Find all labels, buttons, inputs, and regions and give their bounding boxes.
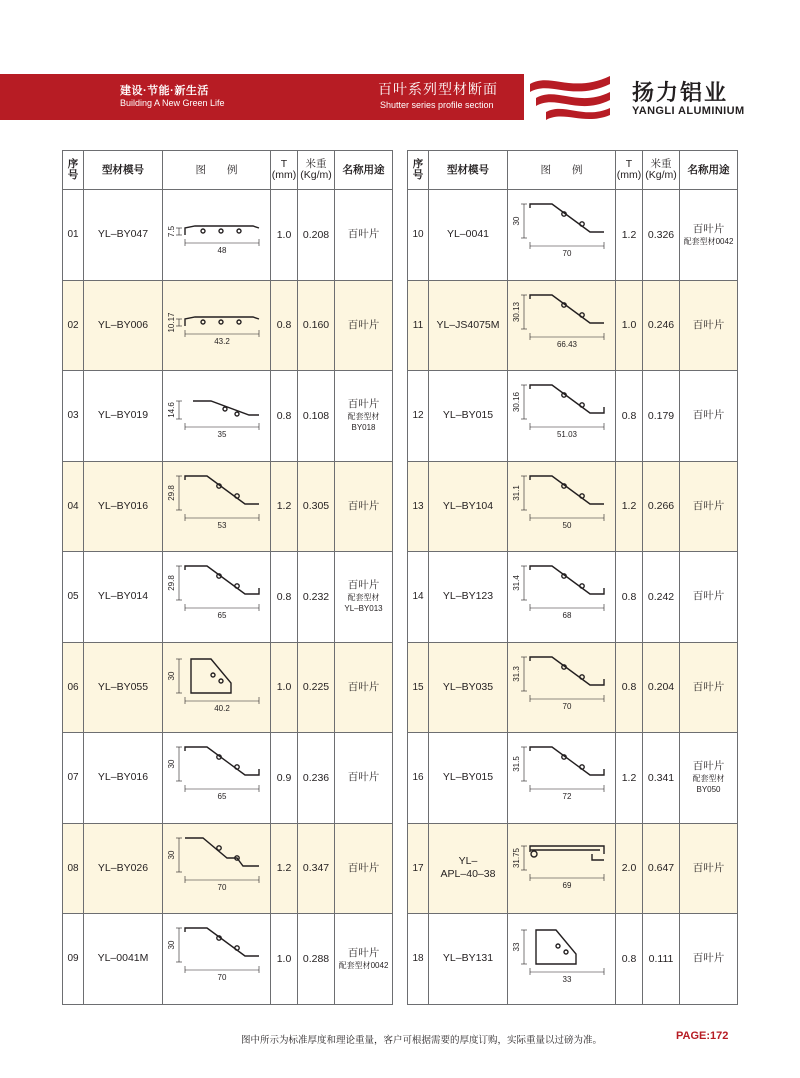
row-number: 18	[408, 914, 429, 1004]
height-dimension-label: 31.4	[512, 575, 521, 591]
weight-value: 0.326	[643, 190, 680, 280]
model-number-text: YL–BY019	[97, 409, 149, 422]
weight-value: 0.305	[298, 462, 335, 552]
model-number	[429, 190, 508, 280]
col-header-thickness: T (mm)	[616, 151, 643, 189]
usage-cell	[335, 914, 392, 1004]
usage-text	[693, 760, 725, 795]
dimension-lines	[176, 928, 259, 973]
usage-text	[693, 409, 725, 422]
profile-diagram	[163, 824, 271, 914]
model-number	[429, 371, 508, 461]
height-dimension-label: 31.1	[512, 484, 521, 501]
model-number-text: YL–BY014	[97, 590, 149, 603]
width-dimension-label: 65	[217, 792, 227, 801]
table-row	[62, 914, 393, 1005]
col-header-model: 型材模号	[84, 151, 163, 189]
weight-value: 0.208	[298, 190, 335, 280]
height-dimension-label: 31.3	[512, 665, 521, 682]
usage-text	[693, 319, 725, 332]
thickness-value: 1.2	[271, 462, 298, 552]
weight-value: 0.647	[643, 824, 680, 914]
row-number: 12	[408, 371, 429, 461]
width-dimension-label: 35	[217, 430, 227, 439]
thickness-value: 0.8	[271, 371, 298, 461]
profile-diagram	[163, 552, 271, 642]
dimension-lines	[521, 385, 604, 430]
model-number-text: YL–BY035	[442, 680, 494, 693]
height-dimension-label: 30	[167, 940, 176, 950]
height-dimension-label: 33	[512, 942, 521, 952]
profile-shape	[530, 657, 604, 685]
weight-value: 0.341	[643, 733, 680, 823]
height-dimension-label: 14.6	[167, 402, 176, 418]
usage-cell	[335, 824, 392, 914]
footer-note: 图中所示为标准厚度和理论重量，客户可根据需要的厚度订购，实际重量以过磅为准。	[241, 1035, 603, 1046]
model-number	[429, 733, 508, 823]
usage-text	[348, 398, 380, 433]
profile-section-drawing	[163, 281, 271, 371]
profile-shape	[185, 476, 259, 504]
profile-section-drawing	[163, 552, 271, 642]
height-dimension-label: 31.75	[512, 847, 521, 868]
usage-cell	[680, 281, 737, 371]
usage-text	[339, 947, 389, 971]
brand-name-en: YANGLI ALUMINIUM	[632, 105, 745, 117]
thickness-value: 0.8	[271, 552, 298, 642]
usage-text	[344, 579, 382, 614]
profile-diagram	[508, 914, 616, 1004]
thickness-value: 1.2	[616, 733, 643, 823]
weight-value: 0.266	[643, 462, 680, 552]
row-number: 17	[408, 824, 429, 914]
usage-text	[348, 228, 380, 241]
profile-section-drawing	[508, 462, 616, 552]
width-dimension-label: 70	[562, 701, 572, 711]
dimension-lines	[521, 747, 604, 792]
profile-diagram	[508, 643, 616, 733]
page-subtitle: Shutter series profile section	[380, 100, 494, 110]
usage-name: 百叶片	[347, 861, 380, 874]
model-number-text: YL–BY131	[442, 952, 494, 965]
model-number-text: YL–0041	[446, 228, 490, 241]
profile-shape	[530, 566, 604, 594]
usage-text	[693, 590, 725, 603]
model-number	[84, 824, 163, 914]
profile-section-drawing	[163, 371, 271, 461]
usage-name: 百叶片	[347, 680, 380, 693]
usage-name: 百叶片	[692, 760, 725, 773]
row-number: 08	[63, 824, 84, 914]
profile-shape	[185, 566, 259, 594]
usage-companion-profile: 配套型材 YL–BY013	[344, 593, 383, 614]
profile-shape	[530, 846, 604, 860]
model-number	[429, 824, 508, 914]
model-number-text: YL– APL–40–38	[440, 855, 496, 881]
weight-value: 0.108	[298, 371, 335, 461]
profile-section-drawing	[508, 914, 616, 1004]
dimension-lines	[521, 657, 604, 702]
usage-name: 百叶片	[347, 499, 380, 512]
usage-cell	[335, 190, 392, 280]
model-number-text: YL–BY016	[97, 771, 149, 784]
weight-value: 0.246	[643, 281, 680, 371]
page-title: 百叶系列型材断面	[378, 81, 498, 97]
usage-name: 百叶片	[692, 952, 725, 965]
thickness-value: 0.8	[616, 643, 643, 733]
profile-section-drawing	[163, 914, 271, 1004]
weight-value: 0.347	[298, 824, 335, 914]
col-header-thickness: T (mm)	[271, 151, 298, 189]
model-number	[84, 643, 163, 733]
profile-section-drawing	[508, 281, 616, 371]
profile-diagram	[163, 190, 271, 280]
row-number: 14	[408, 552, 429, 642]
dimension-lines	[176, 747, 259, 792]
dimension-lines	[176, 838, 259, 883]
model-number	[84, 914, 163, 1004]
usage-text	[348, 681, 380, 694]
table-row	[407, 733, 738, 824]
table-row	[407, 643, 738, 734]
table-row	[407, 552, 738, 643]
profile-diagram	[163, 462, 271, 552]
usage-name: 百叶片	[347, 579, 380, 592]
profile-section-drawing	[508, 733, 616, 823]
usage-name: 百叶片	[347, 228, 380, 241]
profile-section-drawing	[508, 824, 616, 914]
width-dimension-label: 43.2	[214, 336, 230, 346]
thickness-value: 1.0	[271, 643, 298, 733]
thickness-value: 1.2	[616, 462, 643, 552]
weight-value: 0.204	[643, 643, 680, 733]
width-dimension-label: 72	[562, 792, 572, 801]
usage-name: 百叶片	[692, 680, 725, 693]
weight-value: 0.160	[298, 281, 335, 371]
usage-name: 百叶片	[347, 398, 380, 411]
model-number	[84, 733, 163, 823]
usage-cell	[680, 552, 737, 642]
usage-text	[693, 952, 725, 965]
table-row	[62, 281, 393, 372]
usage-name: 百叶片	[347, 318, 380, 331]
usage-text	[348, 771, 380, 784]
usage-name: 百叶片	[347, 771, 380, 784]
profile-shape	[530, 295, 604, 323]
width-dimension-label: 33	[562, 975, 572, 984]
thickness-value: 0.8	[271, 281, 298, 371]
table-header-row	[62, 150, 393, 190]
table-row	[407, 462, 738, 553]
profile-shape	[530, 385, 604, 413]
profile-shape	[530, 747, 604, 775]
usage-cell	[335, 462, 392, 552]
row-number: 16	[408, 733, 429, 823]
row-number: 01	[63, 190, 84, 280]
width-dimension-label: 65	[217, 611, 227, 620]
profile-shape	[191, 659, 231, 693]
height-dimension-label: 29.8	[167, 575, 176, 591]
model-number-text: YL–BY104	[442, 499, 494, 512]
thickness-value: 1.0	[271, 914, 298, 1004]
model-number-text: YL–BY123	[442, 590, 494, 603]
profile-diagram	[508, 552, 616, 642]
model-number	[84, 190, 163, 280]
model-number	[84, 552, 163, 642]
height-dimension-label: 30	[167, 850, 176, 859]
usage-text	[348, 862, 380, 875]
model-number	[429, 643, 508, 733]
col-header-weight: 米重 (Kg/m)	[298, 151, 335, 189]
table-row	[407, 914, 738, 1005]
row-number: 02	[63, 281, 84, 371]
usage-name: 百叶片	[692, 861, 725, 874]
row-number: 05	[63, 552, 84, 642]
model-number-text: YL–BY055	[97, 680, 149, 693]
profile-section-drawing	[508, 552, 616, 642]
model-number	[429, 281, 508, 371]
model-number	[84, 371, 163, 461]
height-dimension-label: 31.5	[512, 756, 521, 772]
profile-shape	[185, 928, 259, 956]
profile-diagram	[508, 190, 616, 280]
col-header-no: 序 号	[63, 151, 84, 189]
col-header-diagram: 图 例	[163, 151, 271, 189]
profile-diagram	[508, 281, 616, 371]
profile-shape	[185, 838, 259, 866]
thickness-value: 1.2	[271, 824, 298, 914]
profile-diagram	[508, 371, 616, 461]
table-row	[62, 371, 393, 462]
brand-name-cn: 扬力铝业	[632, 80, 729, 105]
usage-cell	[335, 733, 392, 823]
thickness-value: 0.9	[271, 733, 298, 823]
profile-section-drawing	[163, 733, 271, 823]
usage-text	[693, 862, 725, 875]
col-header-no: 序 号	[408, 151, 429, 189]
usage-name: 百叶片	[692, 409, 725, 422]
table-row	[62, 190, 393, 281]
page-number: PAGE:172	[676, 1030, 729, 1042]
row-number: 06	[63, 643, 84, 733]
weight-value: 0.288	[298, 914, 335, 1004]
dimension-lines	[176, 566, 259, 611]
usage-companion-profile: 配套型材 BY050	[692, 774, 725, 795]
model-number-text: YL–BY026	[97, 861, 149, 874]
model-number	[429, 462, 508, 552]
profile-section-drawing	[163, 824, 271, 914]
width-dimension-label: 69	[562, 880, 572, 890]
table-row	[407, 824, 738, 915]
usage-name: 百叶片	[692, 318, 725, 331]
profile-section-drawing	[508, 190, 616, 280]
model-number-text: YL–BY006	[97, 318, 149, 331]
dimension-lines	[521, 204, 604, 249]
usage-cell	[680, 190, 737, 280]
row-number: 11	[408, 281, 429, 371]
red-flag-logo-icon	[526, 70, 614, 124]
usage-cell	[680, 643, 737, 733]
usage-text	[693, 500, 725, 513]
usage-name: 百叶片	[692, 590, 725, 603]
profile-diagram	[508, 824, 616, 914]
usage-text	[684, 223, 734, 247]
row-number: 10	[408, 190, 429, 280]
usage-cell	[680, 371, 737, 461]
weight-value: 0.242	[643, 552, 680, 642]
slogan-cn: 建设·节能·新生活	[120, 85, 209, 97]
width-dimension-label: 70	[217, 973, 227, 982]
table-row	[407, 281, 738, 372]
profile-diagram	[163, 733, 271, 823]
width-dimension-label: 53	[217, 520, 227, 530]
profile-shape	[530, 476, 604, 504]
table-row	[62, 643, 393, 734]
profile-shape	[185, 226, 259, 235]
usage-companion-profile: 配套型材0042	[683, 236, 734, 246]
model-number-text: YL–BY015	[442, 409, 494, 422]
profile-section-drawing	[163, 462, 271, 552]
dimension-lines	[176, 476, 259, 521]
profile-section-drawing	[508, 643, 616, 733]
table-row	[62, 552, 393, 643]
table-row	[62, 462, 393, 553]
model-number-text: YL–BY016	[97, 499, 149, 512]
profile-shape	[536, 930, 576, 964]
thickness-value: 1.2	[616, 190, 643, 280]
thickness-value: 2.0	[616, 824, 643, 914]
usage-cell	[335, 281, 392, 371]
weight-value: 0.225	[298, 643, 335, 733]
width-dimension-label: 51.03	[556, 430, 578, 439]
row-number: 09	[63, 914, 84, 1004]
row-number: 03	[63, 371, 84, 461]
usage-cell	[680, 824, 737, 914]
page-header	[0, 74, 800, 120]
model-number	[84, 281, 163, 371]
col-header-use: 名称用途	[687, 163, 730, 176]
profile-section-drawing	[163, 643, 271, 733]
usage-cell	[335, 371, 392, 461]
profile-diagram	[163, 914, 271, 1004]
thickness-value: 1.0	[616, 281, 643, 371]
thickness-value: 0.8	[616, 371, 643, 461]
width-dimension-label: 66.43	[556, 339, 578, 349]
height-dimension-label: 29.8	[167, 484, 176, 501]
model-number	[429, 914, 508, 1004]
dimension-lines	[521, 476, 604, 521]
weight-value: 0.179	[643, 371, 680, 461]
thickness-value: 0.8	[616, 914, 643, 1004]
height-dimension-label: 10.17	[167, 311, 176, 333]
row-number: 04	[63, 462, 84, 552]
col-header-diagram: 图 例	[508, 151, 616, 189]
height-dimension-label: 30.16	[512, 391, 521, 413]
model-number-text: YL–BY015	[442, 771, 494, 784]
col-header-use: 名称用途	[342, 163, 385, 176]
weight-value: 0.236	[298, 733, 335, 823]
profile-diagram	[508, 462, 616, 552]
width-dimension-label: 70	[217, 882, 227, 892]
slogan-en: Building A New Green Life	[120, 98, 225, 108]
usage-cell	[680, 914, 737, 1004]
table-row	[62, 733, 393, 824]
usage-cell	[680, 733, 737, 823]
profile-diagram	[163, 281, 271, 371]
width-dimension-label: 40.2	[214, 703, 230, 713]
profile-section-drawing	[163, 190, 271, 280]
width-dimension-label: 68	[562, 611, 572, 620]
usage-cell	[335, 552, 392, 642]
weight-value: 0.111	[643, 914, 680, 1004]
row-number: 15	[408, 643, 429, 733]
usage-name: 百叶片	[692, 499, 725, 512]
profile-section-drawing	[508, 371, 616, 461]
thickness-value: 0.8	[616, 552, 643, 642]
width-dimension-label: 70	[562, 249, 572, 258]
weight-value: 0.232	[298, 552, 335, 642]
thickness-value: 1.0	[271, 190, 298, 280]
usage-companion-profile: 配套型材 BY018	[347, 412, 380, 433]
profile-shape	[185, 747, 259, 775]
model-number	[429, 552, 508, 642]
profile-diagram	[508, 733, 616, 823]
dimension-lines	[521, 566, 604, 611]
model-number-text: YL–JS4075M	[436, 318, 500, 331]
profile-shape	[530, 204, 604, 232]
table-row	[407, 190, 738, 281]
width-dimension-label: 50	[562, 520, 572, 530]
dimension-lines	[521, 295, 604, 340]
height-dimension-label: 30	[512, 216, 521, 226]
profile-shape	[185, 317, 259, 326]
usage-name: 百叶片	[347, 946, 380, 959]
usage-name: 百叶片	[692, 222, 725, 235]
height-dimension-label: 30.13	[512, 301, 521, 322]
col-header-weight: 米重 (Kg/m)	[643, 151, 680, 189]
table-row	[407, 371, 738, 462]
height-dimension-label: 30	[167, 759, 176, 769]
height-dimension-label: 7.5	[167, 225, 176, 238]
dimension-lines	[176, 401, 259, 430]
model-number-text: YL–0041M	[97, 952, 149, 965]
width-dimension-label: 48	[217, 246, 227, 255]
model-number	[84, 462, 163, 552]
row-number: 07	[63, 733, 84, 823]
table-row	[62, 824, 393, 915]
profile-diagram	[163, 371, 271, 461]
model-number-text: YL–BY047	[97, 228, 149, 241]
dimension-lines	[176, 319, 259, 337]
profile-diagram	[163, 643, 271, 733]
table-header-row	[407, 150, 738, 190]
usage-cell	[335, 643, 392, 733]
usage-text	[348, 319, 380, 332]
usage-text	[348, 500, 380, 513]
row-number: 13	[408, 462, 429, 552]
usage-cell	[680, 462, 737, 552]
col-header-model: 型材模号	[429, 151, 508, 189]
usage-text	[693, 681, 725, 694]
dimension-lines	[176, 228, 259, 246]
usage-companion-profile: 配套型材0042	[338, 960, 389, 970]
height-dimension-label: 30	[167, 671, 176, 680]
profile-shape	[193, 401, 259, 416]
